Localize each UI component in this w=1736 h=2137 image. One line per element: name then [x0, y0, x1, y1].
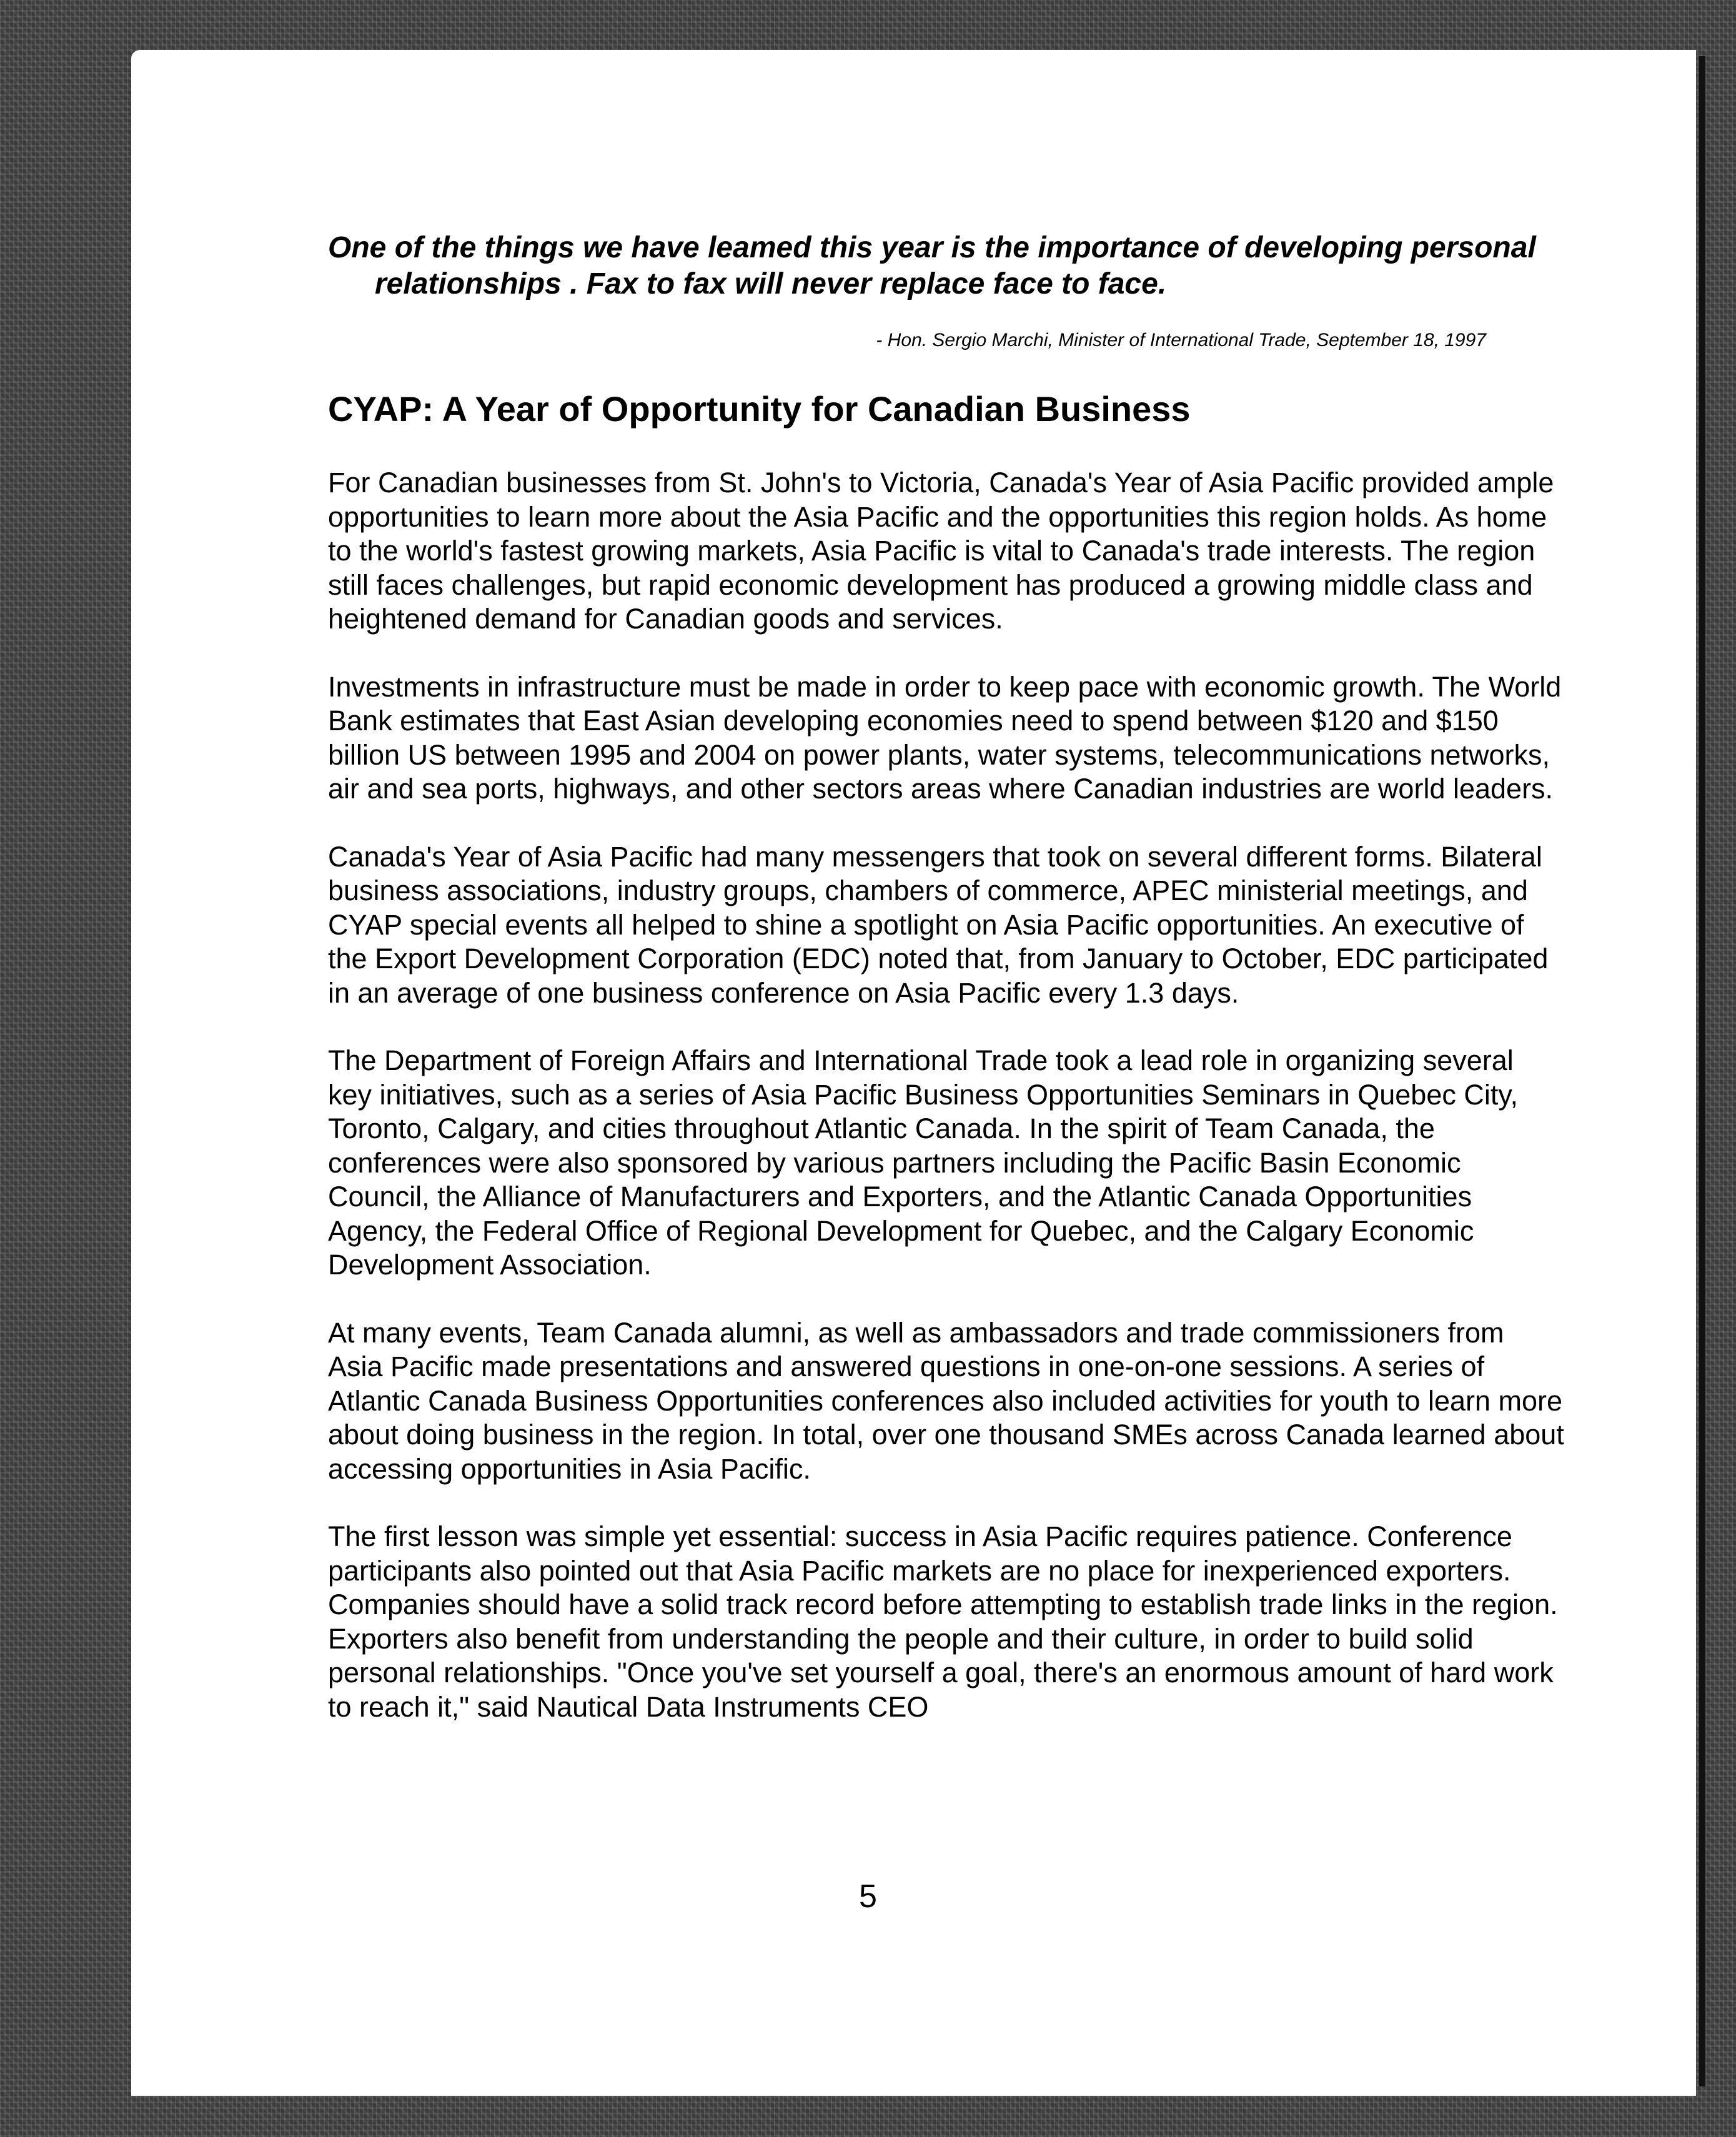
page-edge-rule — [1699, 56, 1705, 2086]
paragraph: For Canadian businesses from St. John's to Victoria, Canada's Year of Asia Pacific provided ample opportunities to learn more about the Asia Pacific and the opportunities this region holds. As home to the world's fastest growing markets, Asia Pacific is vital to Canada's trade interests. The region still faces challenges, but rapid economic development has produced a growing middle class and heightened demand for Canadian goods and services. — [328, 467, 1554, 635]
paragraph: At many events, Team Canada alumni, as well as ambassadors and trade commissioners from Asia Pacific made presentations and answered questions in one-on-one sessions. A series of Atlantic Canada Business Opportunities conferences also included activities for youth to learn more about doing business in the region. In total, over one thousand SMEs across Canada learned about accessing opportunities in Asia Pacific. — [328, 1316, 1564, 1485]
page-number: 5 — [859, 1878, 877, 1915]
epigraph-quote: One of the things we have leamed this year is the importance of developing personal relationships . Fax to fax will never replace face to face. — [328, 231, 1536, 300]
section-heading: CYAP: A Year of Opportunity for Canadian Business — [328, 389, 1191, 429]
body-text — [328, 466, 1565, 1758]
quote-attribution: - Hon. Sergio Marchi, Minister of International Trade, September 18, 1997 — [876, 330, 1486, 350]
paragraph: The Department of Foreign Affairs and International Trade took a lead role in organizing several key initiatives, such as a series of Asia Pacific Business Opportunities Seminars in Quebec City, Toronto, Calgary, and cities throughout Atlantic Canada. In the spirit of Team Canada, the conferences were also sponsored by various partners including the Pacific Basin Economic Council, the Alliance of Manufacturers and Exporters, and the Atlantic Canada Opportunities Agency, the Federal Office of Regional Development for Quebec, and the Calgary Economic Development Association. — [328, 1044, 1519, 1281]
paragraph: Canada's Year of Asia Pacific had many messengers that took on several different forms. Bilateral business associations, industry groups, chambers of commerce, APEC ministerial meetings, and CYAP special events all helped to shine a spotlight on Asia Pacific opportunities. An executive of the Export Development Corporation (EDC) noted that, from January to October, EDC participated in an average of one business conference on Asia Pacific every 1.3 days. — [328, 840, 1549, 1009]
paragraph: Investments in infrastructure must be made in order to keep pace with economic growth. The World Bank estimates that East Asian developing economies need to spend between $120 and $150 billion US between 1995 and 2004 on power plants, water systems, telecommunications networks, air and sea ports, highways, and other sectors areas where Canadian industries are world leaders. — [328, 670, 1562, 805]
paragraph: The first lesson was simple yet essential: success in Asia Pacific requires patience. Conference participants also pointed out that Asia Pacific markets are no place for inexperienced exporters. Companies should have a solid track record before attempting to establish trade links in the region. Exporters also benefit from understanding the people and their culture, in order to build solid personal relationships. "Once you've set yourself a goal, there's an enormous amount of hard work to reach it," said Nautical Data Instruments CEO — [328, 1520, 1558, 1723]
